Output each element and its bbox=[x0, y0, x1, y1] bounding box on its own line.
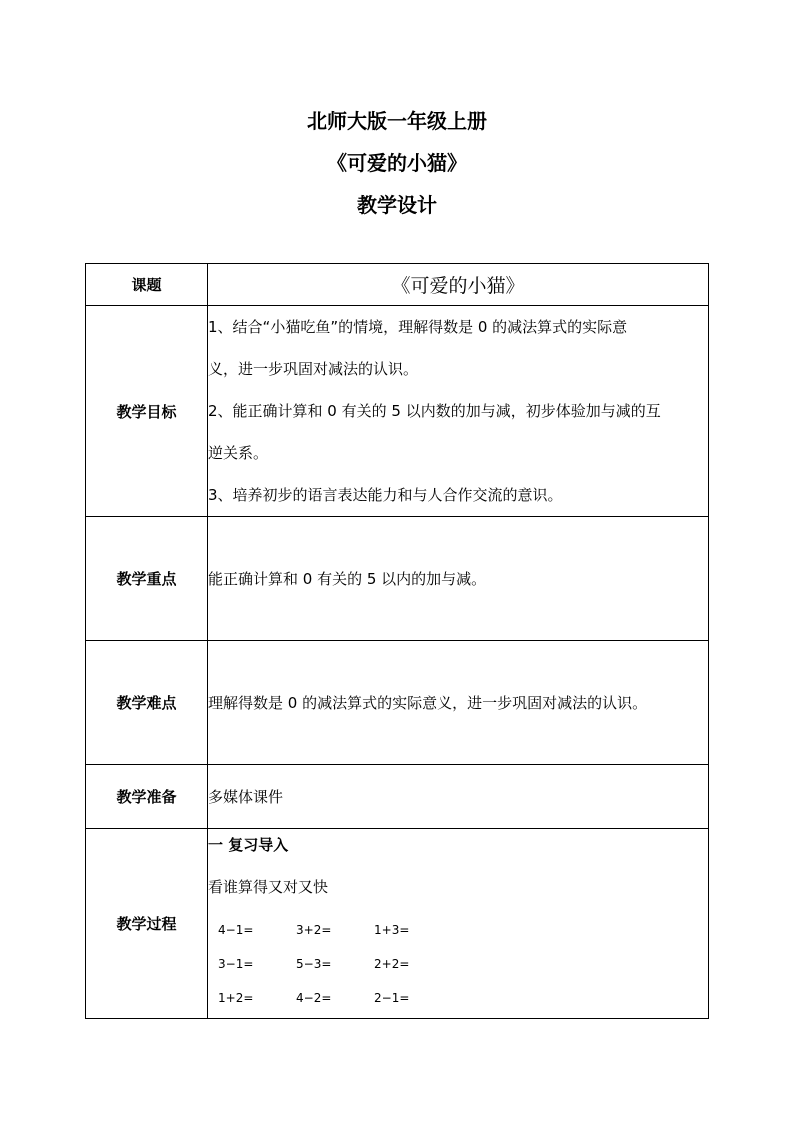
goal-line-2: 义，进一步巩固对减法的认识。 bbox=[208, 360, 419, 378]
goal-line-1: 1、结合“小猫吃鱼”的情境，理解得数是 0 的减法算式的实际意 bbox=[208, 318, 628, 336]
process-subtitle: 看谁算得又对又快 bbox=[208, 877, 329, 896]
calc-item: 3+2= bbox=[296, 922, 332, 937]
subject-value: 《可爱的小猫》 bbox=[391, 275, 525, 297]
calc-item: 4−2= bbox=[296, 990, 332, 1005]
calc-item: 4−1= bbox=[218, 922, 254, 937]
process-section-title: 一 复习导入 bbox=[208, 835, 289, 854]
row-difficulties bbox=[86, 641, 709, 765]
difficulties-value: 理解得数是 0 的减法算式的实际意义，进一步巩固对减法的认识。 bbox=[208, 641, 709, 765]
title-doc-type: 教学设计 bbox=[357, 193, 437, 217]
calc-item: 5−3= bbox=[296, 956, 332, 971]
goal-line-3: 2、能正确计算和 0 有关的 5 以内数的加与减，初步体验加与减的互 bbox=[208, 402, 661, 420]
label-difficulties: 教学难点 bbox=[86, 641, 208, 765]
calc-item: 2+2= bbox=[374, 956, 410, 971]
row-preparation bbox=[86, 765, 709, 829]
row-goals bbox=[86, 306, 709, 517]
document-title-block bbox=[0, 100, 794, 226]
label-process: 教学过程 bbox=[86, 829, 208, 1019]
goal-line-5: 3、培养初步的语言表达能力和与人合作交流的意识。 bbox=[208, 486, 563, 504]
preparation-value: 多媒体课件 bbox=[208, 765, 709, 829]
label-subject: 课题 bbox=[86, 264, 208, 306]
label-goals: 教学目标 bbox=[86, 306, 208, 517]
goals-cell bbox=[208, 306, 709, 517]
key-points-value: 能正确计算和 0 有关的 5 以内的加与减。 bbox=[208, 517, 709, 641]
label-key-points: 教学重点 bbox=[86, 517, 208, 641]
process-cell bbox=[208, 829, 709, 1019]
calc-item: 1+2= bbox=[218, 990, 254, 1005]
goal-line-4: 逆关系。 bbox=[208, 444, 269, 462]
calc-row bbox=[218, 913, 708, 947]
subject-value-cell bbox=[208, 264, 709, 306]
row-key-points bbox=[86, 517, 709, 641]
calc-row bbox=[218, 981, 708, 1015]
calc-item: 2−1= bbox=[374, 990, 410, 1005]
calc-exercise-grid bbox=[218, 913, 708, 1015]
calc-item: 1+3= bbox=[374, 922, 410, 937]
label-preparation: 教学准备 bbox=[86, 765, 208, 829]
row-process bbox=[86, 829, 709, 1019]
calc-row bbox=[218, 947, 708, 981]
title-lesson-name: 《可爱的小猫》 bbox=[327, 151, 467, 175]
calc-item: 3−1= bbox=[218, 956, 254, 971]
lesson-plan-table bbox=[85, 263, 709, 1019]
title-edition: 北师大版一年级上册 bbox=[307, 109, 487, 133]
row-subject bbox=[86, 264, 709, 306]
